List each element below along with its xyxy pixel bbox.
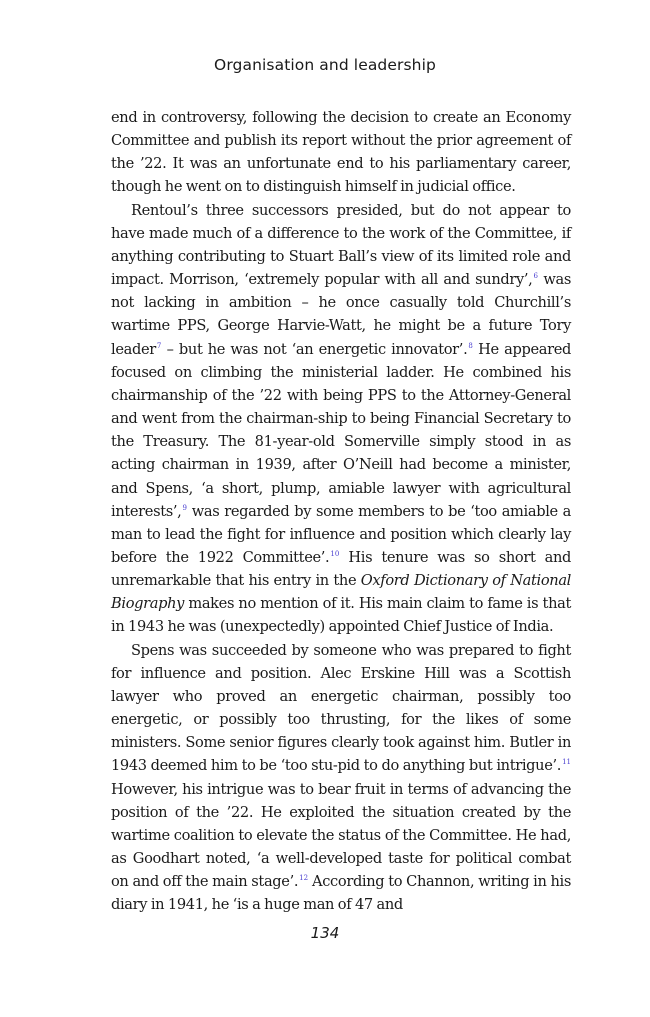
footnote-marker[interactable]: 11: [562, 758, 571, 767]
footnote-marker[interactable]: 7: [156, 341, 162, 350]
paragraph-3: [111, 639, 571, 917]
footnote-marker[interactable]: 8: [468, 341, 473, 350]
paragraph-text: His tenure was so short and unremarkable that his entry in the: [111, 548, 571, 590]
paragraph-text: According to Channon, writing in his diary in 1941, he ‘is a huge man of 47 and: [111, 873, 571, 914]
paragraph-text: Rentoul’s three successors presided, but do not appear to have made much of a difference to the work of the Committee, if anything contributing to Stuart Ball’s view of its limited role and impact. Morrison, ‘extremely popular with all and sundry’,: [111, 201, 571, 289]
footnote-marker[interactable]: 10: [330, 549, 340, 558]
paragraph-text: However, his intrigue was to bear fruit in terms of advancing the position of the ’22. He exploited the situation created by the wartime coalition to elevate the status of the Committee. He had, as Goodhart noted, ‘a well-developed taste for political combat on and off the main stage’.: [111, 780, 571, 891]
paragraph-2: [111, 199, 571, 639]
footnote-marker[interactable]: 6: [533, 272, 538, 281]
paragraph-text: – but he was not ‘an energetic innovator’.: [161, 340, 468, 358]
page-number: 134: [310, 924, 340, 942]
body-text: [111, 106, 571, 916]
paragraph-1: [111, 106, 571, 199]
paragraph-text: end in controversy, following the decision to create an Economy Committee and publish its report without the prior agreement of the ’22. It was an unfortunate end to his parliamentary career, though he went on to distinguish himself in judicial office.: [111, 109, 571, 196]
paragraph-text: makes no mention of it. His main claim to fame is that in 1943 he was (unexpectedly) appointed Chief Justice of India.: [111, 595, 571, 636]
running-head: Organisation and leadership: [214, 56, 436, 74]
paragraph-text: was not lacking in ambition – he once casually told Churchill’s wartime PPS, George Harvie-Watt, he might be a future Tory leader: [111, 271, 571, 358]
footnote-marker[interactable]: 12: [299, 874, 309, 883]
paragraph-text: Spens was succeeded by someone who was prepared to fight for influence and position. Alec Erskine Hill was a Scottish lawyer who proved an energetic chairman, possibly too energetic, or possibly too thrusting, for the likes of some ministers. Some senior figures clearly took against him. Butler in 1943 deemed him to be ‘too stu-pid to do anything but intrigue’.: [111, 641, 571, 775]
paragraph-text: He appeared focused on climbing the ministerial ladder. He combined his chairmanship of the ’22 with being PPS to the Attorney-General and went from the chairman-ship to being Financial Secretary to the Treasury. The 81-year-old Somerville simply stood in as acting chairman in 1939, after O’Neill had become a minister, and Spens, ‘a short, plump, amiable lawyer with agricultural interests’,: [111, 340, 571, 520]
paragraph-text: was regarded by some members to be ‘too amiable a man to lead the fight for influence and position which clearly lay before the 1922 Committee’.: [111, 502, 571, 566]
italic-title: Oxford Dictionary of National Biography: [111, 572, 571, 613]
footnote-marker[interactable]: 9: [182, 503, 187, 512]
